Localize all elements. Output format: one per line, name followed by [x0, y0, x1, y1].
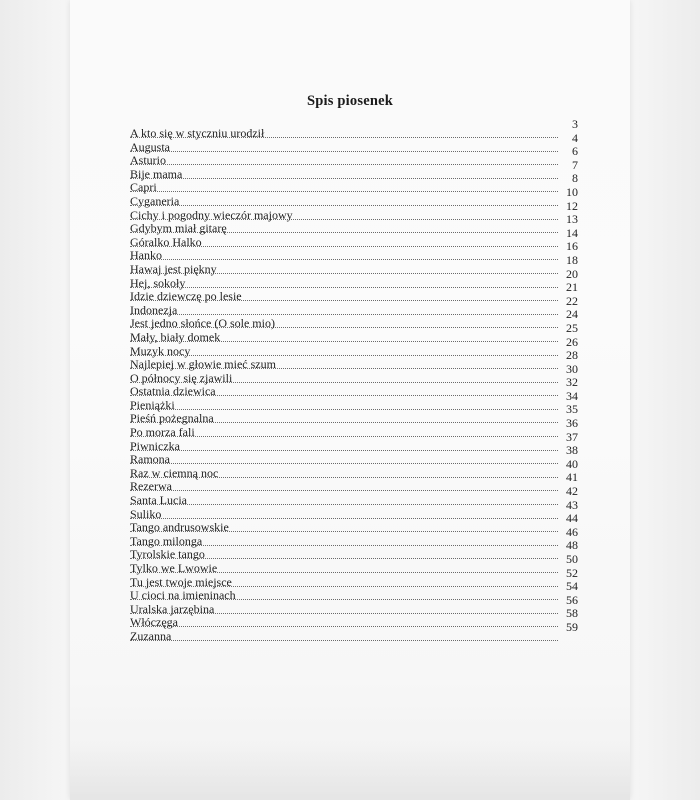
song-title: Augusta [130, 139, 170, 154]
song-title: Pieśń pożegnalna [130, 411, 214, 426]
page-number: 22 [566, 293, 578, 308]
page-number: 36 [566, 416, 578, 431]
song-title: O północy się zjawili [130, 370, 233, 385]
page-number: 43 [566, 497, 578, 512]
song-title: Cyganeria [130, 193, 180, 208]
page-title: Spis piosenek [306, 93, 393, 109]
page-number: 24 [566, 307, 578, 322]
page-number: 4 [572, 130, 578, 145]
song-title: Piwniczka [130, 438, 180, 453]
page-shadow [70, 745, 630, 800]
song-title: Po morza fali [130, 425, 195, 440]
page-number: 21 [566, 280, 578, 295]
song-title: Góralko Halko [130, 234, 202, 249]
song-title: Santa Lucia [130, 493, 187, 508]
page-number: 20 [566, 266, 578, 281]
page-number: 30 [566, 361, 578, 376]
song-title: Pieniążki [130, 397, 175, 412]
page-number: 12 [566, 198, 578, 213]
page-number: 34 [566, 388, 578, 403]
table-of-contents [130, 117, 578, 643]
song-title: Tyrolskie tango [130, 547, 205, 562]
page-number: 50 [566, 552, 578, 566]
page-number: 18 [566, 252, 578, 267]
page-number: 48 [566, 538, 578, 553]
song-title: Tango milonga [130, 533, 203, 548]
page-number: 13 [566, 212, 578, 227]
page-number: 56 [566, 592, 578, 607]
page-number: 41 [566, 470, 578, 485]
toc-entry [130, 619, 578, 643]
page-number: 6 [572, 144, 578, 159]
page-number: 14 [566, 225, 578, 240]
page-number: 10 [566, 184, 578, 199]
page-number: 25 [566, 320, 578, 335]
song-title: Rezerwa [130, 479, 172, 494]
song-title: Hanko [130, 248, 162, 263]
page-number: 7 [572, 157, 578, 172]
song-title: Raz w ciemną noc [130, 465, 219, 480]
song-title: Hawaj jest piękny [130, 261, 217, 276]
page-number: 58 [566, 606, 578, 621]
song-title: Hej, sokoły [130, 275, 186, 290]
page-number: 8 [572, 171, 578, 186]
page-number: 16 [566, 239, 578, 254]
song-title: Tylko we Lwowie [130, 561, 218, 575]
song-title: Suliko [130, 506, 162, 521]
toc-entry [130, 117, 578, 140]
song-title: Idzie dziewczę po lesie [130, 289, 242, 304]
page-number: 42 [566, 484, 578, 499]
song-title: Asturio [130, 153, 166, 168]
page-number: 35 [566, 402, 578, 417]
page-number: 37 [566, 429, 578, 444]
page-number: 46 [566, 524, 578, 539]
song-title: Gdybym miał gitarę [130, 221, 227, 236]
page-number: 59 [566, 619, 578, 634]
page-number: 52 [566, 565, 578, 580]
song-title: Capri [130, 180, 157, 195]
dot-leader [130, 640, 558, 641]
song-title: Ramona [130, 452, 170, 467]
song-title: Uralska jarzębina [130, 601, 215, 616]
toc-entry [130, 157, 578, 181]
song-title: A kto się w styczniu urodził [130, 126, 265, 140]
song-title: Tu jest twoje miejsce [130, 574, 232, 589]
page-number: 32 [566, 375, 578, 390]
page-number: 26 [566, 334, 578, 349]
song-title: Tango andrusowskie [130, 520, 229, 535]
book-page [70, 0, 630, 800]
toc-entry [130, 130, 578, 154]
page-number: 38 [566, 443, 578, 458]
song-title: Bije mama [130, 166, 183, 181]
song-title: Muzyk nocy [130, 343, 191, 358]
song-title: Zuzanna [130, 628, 172, 643]
song-title: Mały, biały domek [130, 329, 221, 344]
song-title: Cichy i pogodny wieczór majowy [130, 207, 293, 222]
page-number: 54 [566, 579, 578, 594]
toc-entry [130, 144, 578, 168]
page-number: 28 [566, 348, 578, 363]
song-title: Włóczęga [130, 615, 178, 630]
song-title: Najlepiej w głowie mieć szum [130, 357, 276, 372]
song-title: Jest jedno słońce (O sole mio) [130, 316, 275, 331]
song-title: Ostatnia dziewica [130, 384, 216, 399]
song-title: U cioci na imieninach [130, 588, 236, 603]
page-number: 3 [572, 117, 578, 131]
page-number: 40 [566, 456, 578, 471]
page-number: 44 [566, 511, 578, 526]
song-title: Indonezja [130, 302, 178, 317]
